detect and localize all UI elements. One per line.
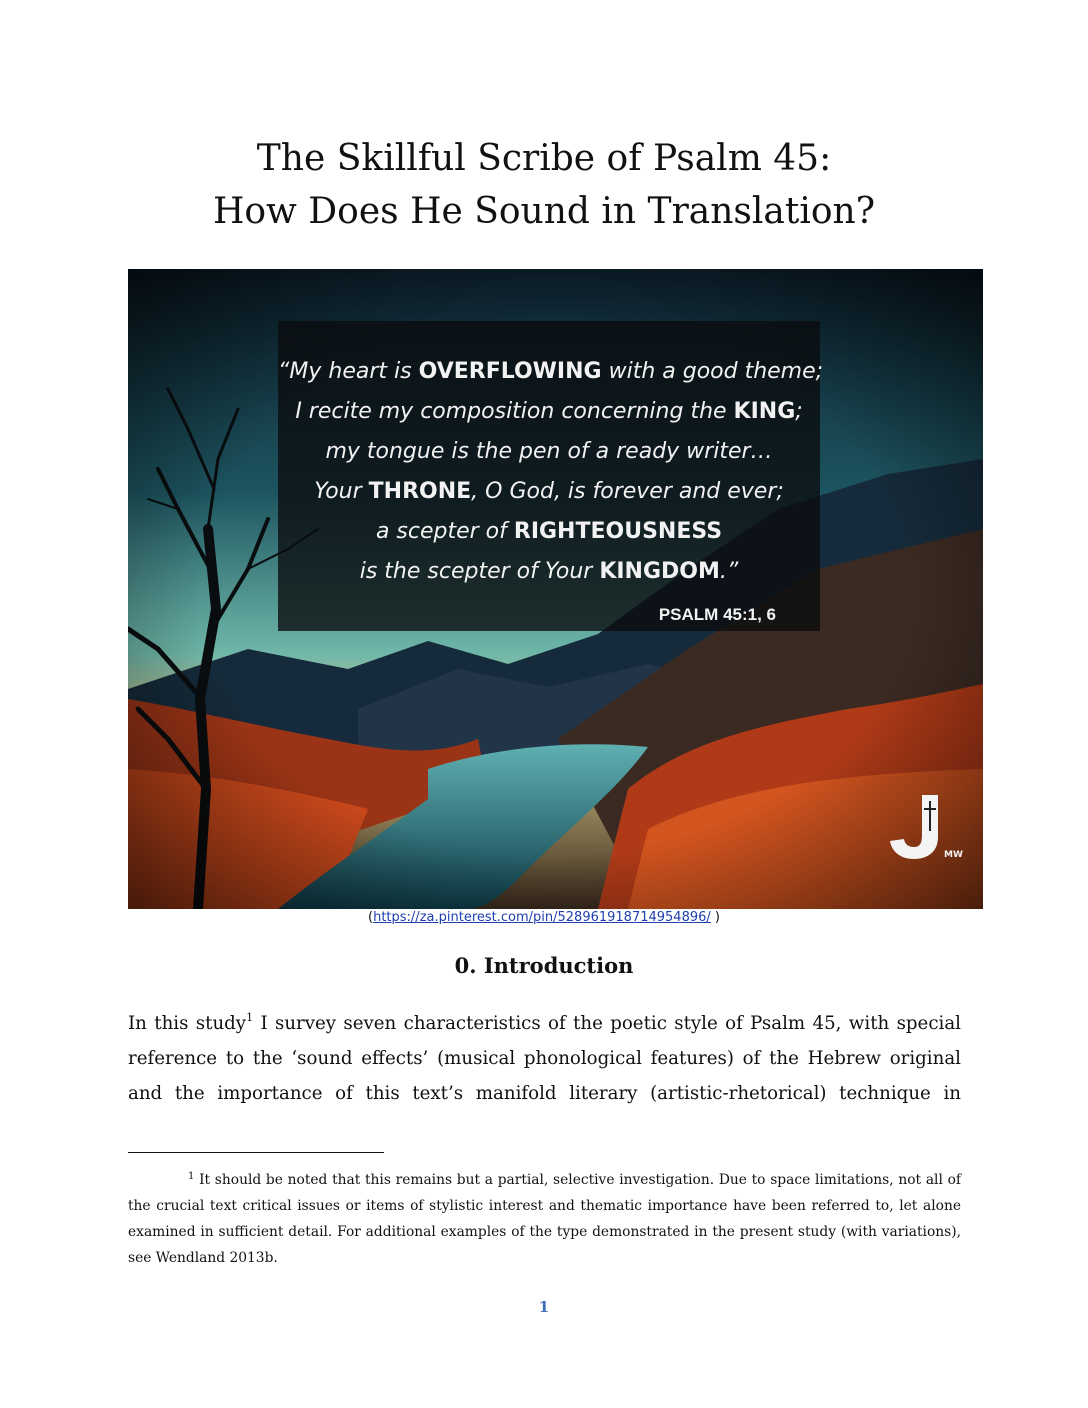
footnote-reference[interactable]: 1	[246, 1011, 254, 1024]
footnote-text: It should be noted that this remains but a partial, selective investigation. Due to space limitations, not all of the crucial text critical issues or items of stylistic interest and thematic importance have been referred to, let alone examined in sufficient detail. For additional examples of the type demonstrated in the present study (with variations), see Wendland 2013b.	[128, 1172, 961, 1266]
title-line-1: The Skillful Scribe of Psalm 45:	[256, 138, 832, 179]
jmw-logo-icon	[884, 791, 964, 861]
quote-line-2: I recite my composition concerning the KING;	[295, 399, 803, 424]
quote-overlay	[278, 321, 824, 631]
footnote-marker: 1	[188, 1171, 195, 1182]
quote-line-6: is the scepter of Your KINGDOM.”	[359, 559, 739, 584]
image-caption: (https://za.pinterest.com/pin/528961918714954896/ )	[368, 910, 720, 925]
source-link[interactable]: https://za.pinterest.com/pin/528961918714954896/	[373, 910, 711, 925]
page-number: 1	[538, 1298, 550, 1316]
quote-reference: PSALM 45:1, 6	[658, 605, 776, 624]
quote-line-1: “My heart is OVERFLOWING with a good theme;	[278, 359, 824, 384]
footnote	[128, 1167, 961, 1271]
footnote-separator	[128, 1152, 384, 1153]
quote-line-5: a scepter of RIGHTEOUSNESS	[375, 519, 723, 544]
quote-line-3: my tongue is the pen of a ready writer…	[325, 439, 773, 464]
quote-line-4: Your THRONE, O God, is forever and ever;	[314, 479, 784, 504]
intro-paragraph: In this study$^1$ I survey seven characteristics of the poetic style of Psalm 45, with special reference to the ‘sound effects’ (musical phonological features) of the Hebrew original and the importance of this text’s manifold literary (artistic-rhetorical) technique in	[128, 1011, 961, 1104]
svg-text:MW: MW	[944, 850, 963, 860]
document-title	[0, 132, 1088, 238]
section-heading: 0. Introduction	[454, 953, 634, 978]
psalm-quote-image	[128, 269, 983, 909]
title-line-2: How Does He Sound in Translation?	[212, 191, 876, 232]
